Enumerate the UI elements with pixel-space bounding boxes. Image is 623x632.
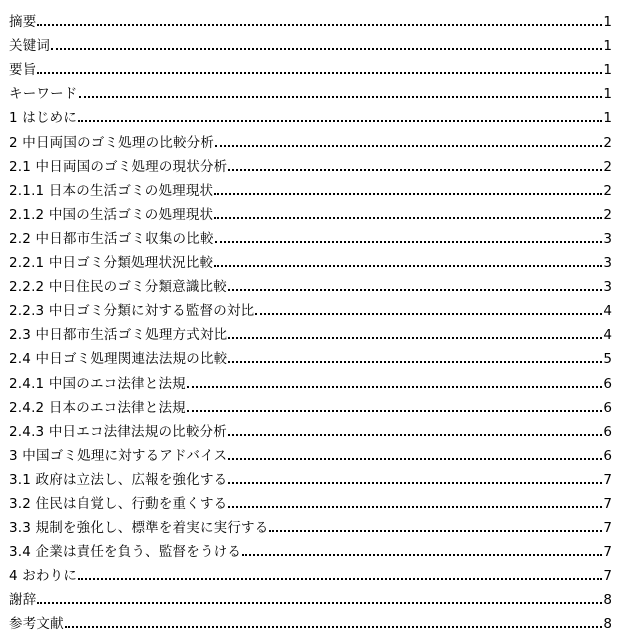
toc-entry-title: 2.1.2 中国の生活ゴミの処理現状 [9,206,214,223]
toc-entry-page: 5 [603,351,612,368]
toc-entry-acknowledgements[interactable] [9,584,612,608]
toc-entry-title: 2.1 中日両国のゴミ処理の現状分析 [9,158,228,175]
toc-entry-page: 4 [603,327,612,344]
toc-entry-title: 3.3 規制を強化し、標準を着実に実行する [9,520,269,537]
toc-entry-title: 2.4.3 中日エコ法律法規の比較分析 [9,423,227,440]
toc-entry-references[interactable] [9,608,612,632]
toc-entry-title: 2.2.2 中日住民のゴミ分類意識比較 [9,279,227,296]
dot-leader [228,361,602,363]
toc-entry-section-2-4[interactable] [9,343,612,367]
toc-entry-title: 2.2 中日都市生活ゴミ収集の比較 [9,230,214,247]
toc-entry-section-2-1[interactable] [9,151,612,175]
toc-entry-section-2-2-2[interactable] [9,271,612,295]
toc-entry-title: 謝辞 [9,592,37,609]
dot-leader [228,434,602,436]
toc-entry-page: 1 [603,110,612,127]
toc-entry-page: 1 [603,38,612,55]
toc-entry-section-3[interactable] [9,440,612,464]
toc-entry-title: 4 おわりに [9,568,78,585]
toc-entry-title: 摘要 [9,14,37,31]
dot-leader [228,506,602,508]
toc-entry-page: 7 [603,568,612,585]
dot-leader [215,241,603,243]
toc-entry-section-2-3[interactable] [9,319,612,343]
dot-leader [255,313,602,315]
toc-entry-title: 3 中国ゴミ処理に対するアドバイス [9,447,228,464]
dot-leader [37,72,602,74]
toc-entry-page: 7 [603,495,612,512]
toc-entry-title: 3.2 住民は自覚し、行動を重くする [9,495,228,512]
toc-entry-section-2[interactable] [9,126,612,150]
dot-leader [37,24,602,26]
dot-leader [214,193,602,195]
toc-entry-page: 7 [603,520,612,537]
toc-entry-section-1[interactable] [9,102,612,126]
toc-entry-section-3-1[interactable] [9,464,612,488]
toc-entry-title: 2.4 中日ゴミ処理関連法法規の比較 [9,351,228,368]
dot-leader [187,386,603,388]
toc-entry-page: 2 [603,206,612,223]
toc-entry-page: 7 [603,471,612,488]
toc-entry-page: 1 [603,14,612,31]
dot-leader [214,217,602,219]
toc-entry-page: 7 [603,544,612,561]
toc-entry-title: 3.1 政府は立法し、広報を強化する [9,471,228,488]
toc-entry-page: 3 [603,230,612,247]
dot-leader [214,265,602,267]
dot-leader [228,289,602,291]
dot-leader [65,626,603,628]
dot-leader [228,482,602,484]
toc-entry-page: 6 [603,447,612,464]
toc-entry-title: 1 はじめに [9,110,78,127]
toc-entry-title: 2.2.1 中日ゴミ分類処理状況比較 [9,255,214,272]
toc-entry-page: 3 [603,279,612,296]
dot-leader [215,145,602,147]
dot-leader [78,578,602,580]
toc-entry-page: 2 [603,182,612,199]
dot-leader [79,96,603,98]
toc-entry-abstract-ja[interactable] [9,54,612,78]
toc-entry-title: 参考文献 [9,616,64,632]
toc-entry-section-2-2-3[interactable] [9,295,612,319]
toc-entry-section-2-1-1[interactable] [9,175,612,199]
dot-leader [228,169,602,171]
toc-entry-page: 8 [603,592,612,609]
toc-entry-section-2-2[interactable] [9,223,612,247]
dot-leader [37,602,602,604]
toc-entry-page: 1 [603,86,612,103]
toc-entry-title: 2.4.2 日本のエコ法律と法規 [9,399,186,416]
toc-entry-title: 2.3 中日都市生活ゴミ処理方式対比 [9,327,228,344]
toc-entry-abstract-zh[interactable] [9,6,612,30]
toc-entry-page: 1 [603,62,612,79]
toc-entry-page: 8 [603,616,612,632]
dot-leader [228,458,602,460]
toc-entry-title: 2.4.1 中国のエコ法律と法規 [9,375,186,392]
toc-entry-section-2-2-1[interactable] [9,247,612,271]
toc-entry-section-2-4-3[interactable] [9,416,612,440]
toc-entry-page: 6 [603,399,612,416]
toc-entry-keywords-ja[interactable] [9,78,612,102]
toc-entry-section-3-3[interactable] [9,512,612,536]
toc-entry-page: 4 [603,303,612,320]
toc-entry-page: 6 [603,375,612,392]
dot-leader [187,410,603,412]
toc-entry-page: 6 [603,423,612,440]
toc-entry-title: 3.4 企業は責任を負う、監督をうける [9,544,242,561]
toc-entry-page: 3 [603,255,612,272]
toc-entry-section-4[interactable] [9,560,612,584]
dot-leader [228,337,602,339]
toc-entry-section-3-2[interactable] [9,488,612,512]
toc-entry-page: 2 [603,158,612,175]
toc-entry-title: 2.1.1 日本の生活ゴミの処理現状 [9,182,214,199]
toc-entry-title: 2.2.3 中日ゴミ分類に対する監督の対比 [9,303,255,320]
toc-entry-section-2-1-2[interactable] [9,199,612,223]
toc-entry-page: 2 [603,134,612,151]
toc-entry-title: 关键词 [9,38,51,55]
toc-entry-keywords-zh[interactable] [9,30,612,54]
dot-leader [78,120,602,122]
dot-leader [269,530,602,532]
toc-entry-section-2-4-2[interactable] [9,392,612,416]
toc-entry-title: 要旨 [9,62,37,79]
table-of-contents [9,6,612,632]
toc-entry-section-2-4-1[interactable] [9,367,612,391]
dot-leader [51,48,602,50]
dot-leader [242,554,602,556]
toc-entry-title: キーワード [9,86,78,103]
toc-entry-section-3-4[interactable] [9,536,612,560]
toc-entry-title: 2 中日両国のゴミ処理の比較分析 [9,134,215,151]
